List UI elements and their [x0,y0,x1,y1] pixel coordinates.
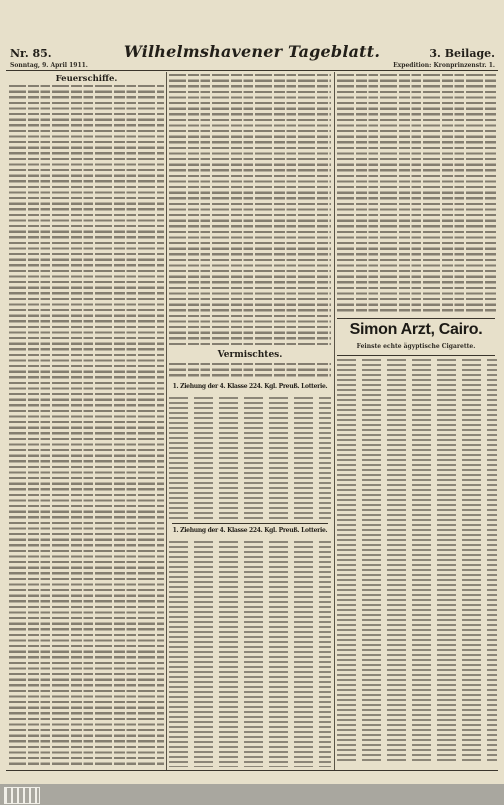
masthead-rule [6,70,498,71]
lottery-heading-1: 1. Ziehung der 4. Klasse 224. Kgl. Preuß. Lotterie. [172,383,328,390]
advertisement-tagline: Feinste echte ägyptische Cigarette. [356,343,476,350]
lottery-numbers-3 [337,359,497,762]
supplement-label: 3. Beilage. [429,47,495,60]
lottery-rule [172,523,328,524]
issue-number: Nr. 85. [10,47,52,60]
section-heading-vermischtes: Vermischtes. [217,350,283,360]
article-body-feuerschiffe [9,85,164,766]
lottery-numbers-1 [169,397,331,520]
library-logo-icon [4,787,40,804]
article-body-column-2 [169,74,331,346]
scan-target-bar [0,784,504,805]
article-body-column-3 [337,74,497,314]
lottery-numbers-2 [169,541,331,767]
article-body-vermischtes [169,363,331,379]
advertisement-brand: Simon Arzt, Cairo. [349,321,483,338]
expedition-address: Expedition: Kronprinzenstr. 1. [393,62,495,69]
page-bottom-rule [6,770,498,771]
issue-date: Sonntag, 9. April 1911. [10,62,88,69]
article-heading-feuerschiffe: Feuerschiffe. [55,74,118,84]
newspaper-title: Wilhelmshavener Tageblatt. [123,42,381,61]
column-rule-left [166,72,167,770]
column-rule-right [334,72,335,770]
advertisement-simon-arzt [337,318,495,356]
lottery-heading-2: 1. Ziehung der 4. Klasse 224. Kgl. Preuß. Lotterie. [172,527,328,534]
